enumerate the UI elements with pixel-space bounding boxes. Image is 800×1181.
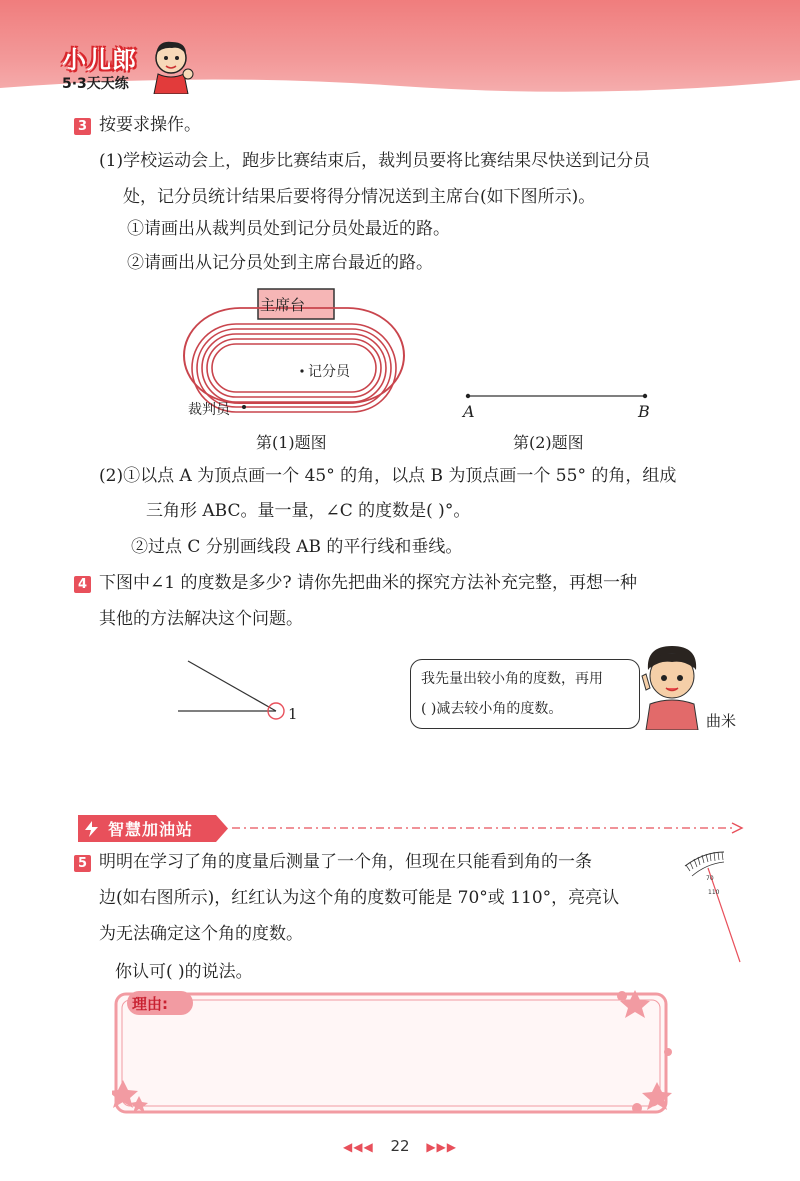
page-footer xyxy=(0,1137,800,1155)
protractor-fragment-figure xyxy=(682,850,744,965)
q3-part2-line2: 三角形 ABC。量一量，∠C 的度数是( )°。 xyxy=(146,501,471,521)
q3-part1-line1: (1)学校运动会上，跑步比赛结束后，裁判员要将比赛结果尽快送到记分员 xyxy=(99,151,651,171)
section-title: 智慧加油站 xyxy=(108,820,194,839)
figure2-caption: 第(2)题图 xyxy=(513,433,584,452)
point-a-label: A xyxy=(463,402,475,421)
q3-part2-line1: (2)①以点 A 为顶点画一个 45° 的角，以点 B 为顶点画一个 55° 的角，组成 xyxy=(99,466,677,486)
q5-line2: 边(如右图所示)，红红认为这个角的度数可能是 70°或 110°，亮亮认 xyxy=(99,888,620,908)
q3-part1-item2: ②请画出从记分员处到主席台最近的路。 xyxy=(127,253,433,273)
boy-character-icon xyxy=(636,640,706,730)
question-number-4: 4 xyxy=(74,576,91,593)
q5-line4: 你认可( )的说法。 xyxy=(115,962,253,982)
speech-bubble xyxy=(410,659,640,729)
lightning-icon xyxy=(82,820,102,838)
angle-figure xyxy=(170,655,300,725)
page-number: 22 xyxy=(390,1137,410,1155)
q4-line1: 下图中∠1 的度数是多少? 请你先把曲米的探究方法补充完整，再想一种 xyxy=(99,573,637,593)
brand-title: 小儿郎 xyxy=(62,46,137,74)
figure1-caption: 第(1)题图 xyxy=(256,433,327,452)
reason-box-frame xyxy=(112,988,672,1118)
scorekeeper-label: 记分员 xyxy=(308,364,350,380)
question-number-3: 3 xyxy=(74,118,91,135)
bubble-line2: ( )减去较小角的度数。 xyxy=(421,701,563,717)
reason-label: 理由: xyxy=(132,995,168,1013)
q5-line3: 为无法确定这个角的度数。 xyxy=(99,924,303,944)
referee-label: 裁判员 xyxy=(188,402,230,418)
question-number-5: 5 xyxy=(74,855,91,872)
q3-part2-item2: ②过点 C 分别画线段 AB 的平行线和垂线。 xyxy=(131,537,463,557)
q4-line2: 其他的方法解决这个问题。 xyxy=(99,609,303,629)
section-divider xyxy=(232,822,744,834)
q5-line1: 明明在学习了角的度量后测量了一个角，但现在只能看到角的一条 xyxy=(99,852,592,872)
mascot-icon xyxy=(148,38,194,94)
protractor-70: 70 xyxy=(706,875,714,882)
bubble-line1: 我先量出较小角的度数，再用 xyxy=(421,671,603,687)
segment-ab-figure xyxy=(460,390,660,404)
brand-subtitle: 5·3天天练 xyxy=(62,76,129,92)
footer-left-arrows: ◀◀◀ xyxy=(342,1140,374,1154)
speaker-name: 曲米 xyxy=(706,712,737,730)
point-b-label: B xyxy=(638,402,650,421)
angle-1-label: 1 xyxy=(288,705,298,723)
q3-part1-line2: 处，记分员统计结果后要将得分情况送到主席台(如下图所示)。 xyxy=(123,187,596,207)
brand-logo xyxy=(62,40,137,93)
q3-part1-item1: ①请画出从裁判员处到记分员处最近的路。 xyxy=(127,219,450,239)
protractor-110: 110 xyxy=(708,889,720,896)
podium-label: 主席台 xyxy=(260,296,306,314)
footer-right-arrows: ▶▶▶ xyxy=(426,1140,458,1154)
q3-title: 按要求操作。 xyxy=(99,115,201,135)
